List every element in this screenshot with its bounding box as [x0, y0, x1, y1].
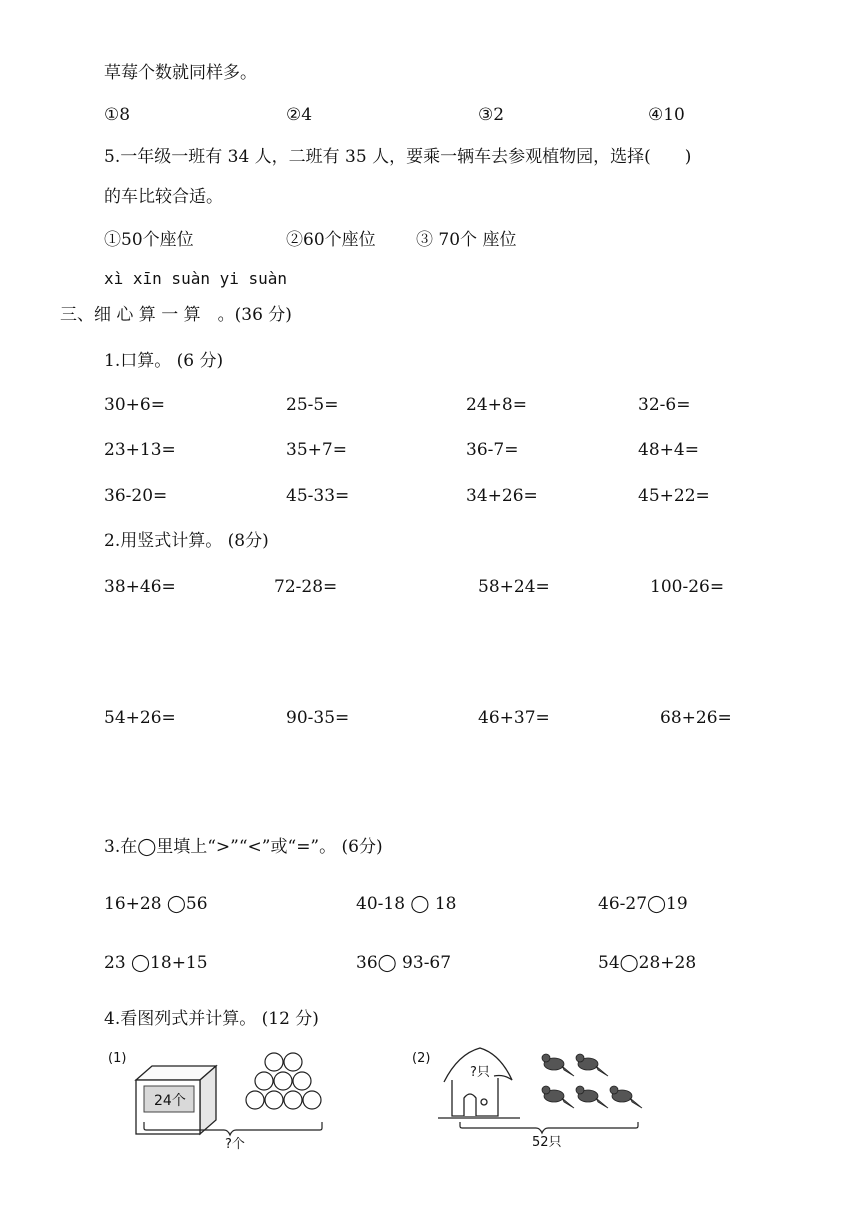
pinyin-line: xì xīn suàn yi suàn: [104, 269, 288, 288]
option-4: ④10: [648, 105, 685, 125]
compare-item: 46-27◯19: [598, 894, 688, 914]
oral-item: 45+22=: [638, 486, 710, 506]
p4-title: 4.看图列式并计算。 (12 分): [104, 1009, 319, 1029]
ball-icon: [265, 1053, 283, 1071]
fig1-label: (1): [108, 1051, 127, 1066]
figure-2-house-and-birds: [408, 1040, 668, 1152]
oral-item: 45-33=: [286, 486, 350, 506]
vertical-calc-item: 46+37=: [478, 708, 550, 728]
bird-icon: [576, 1054, 608, 1076]
oral-item: 32-6=: [638, 395, 691, 415]
compare-item: 40-18 ◯ 18: [356, 894, 457, 914]
bird-icon: [610, 1086, 642, 1108]
brace-line: [460, 1122, 638, 1133]
option-1: ①8: [104, 105, 131, 125]
vertical-calc-item: 90-35=: [286, 708, 350, 728]
option-2: ②4: [286, 105, 313, 125]
fig2-label: (2): [412, 1051, 431, 1066]
balls-group: [246, 1053, 321, 1109]
ball-icon: [246, 1091, 264, 1109]
compare-item: 36◯ 93-67: [356, 953, 452, 973]
fig1-total: ?个: [225, 1137, 245, 1152]
q5-option-2: ②60个座位: [286, 230, 376, 250]
oral-item: 23+13=: [104, 440, 176, 460]
q5-line1: 5.一年级一班有 34 人，二班有 35 人，要乘一辆车去参观植物园，选择( ): [104, 147, 692, 167]
compare-item: 16+28 ◯56: [104, 894, 208, 914]
q5-option-3: ③ 70个 座位: [416, 230, 517, 250]
p2-title: 2.用竖式计算。 (8分): [104, 531, 269, 551]
ball-icon: [255, 1072, 273, 1090]
bird-icon: [542, 1086, 574, 1108]
compare-item: 54◯28+28: [598, 953, 697, 973]
compare-item: 23 ◯18+15: [104, 953, 208, 973]
oral-item: 35+7=: [286, 440, 347, 460]
vertical-calc-item: 72-28=: [274, 577, 338, 597]
vertical-calc-item: 68+26=: [660, 708, 732, 728]
option-3: ③2: [478, 105, 505, 125]
figure-1-box-and-balls: [100, 1040, 360, 1152]
oral-item: 48+4=: [638, 440, 699, 460]
p1-title: 1.口算。 (6 分): [104, 351, 224, 371]
q5-line2: 的车比较合适。: [104, 187, 223, 207]
ball-icon: [284, 1091, 302, 1109]
ball-icon: [303, 1091, 321, 1109]
oral-item: 36-7=: [466, 440, 519, 460]
q5-option-1: ①50个座位: [104, 230, 194, 250]
oral-item: 34+26=: [466, 486, 538, 506]
ball-icon: [293, 1072, 311, 1090]
vertical-calc-item: 58+24=: [478, 577, 550, 597]
birdhouse-icon: [438, 1048, 520, 1118]
birds-group: [542, 1054, 642, 1108]
p3-title: 3.在◯里填上“>”“<”或“=”。 (6分): [104, 837, 383, 857]
vertical-calc-item: 100-26=: [650, 577, 725, 597]
top-line: 草莓个数就同样多。: [104, 63, 257, 83]
oral-item: 36-20=: [104, 486, 168, 506]
vertical-calc-item: 54+26=: [104, 708, 176, 728]
bird-icon: [542, 1054, 574, 1076]
ball-icon: [274, 1072, 292, 1090]
section3-title: 三、细 心 算 一 算 。(36 分): [60, 305, 292, 325]
ball-icon: [284, 1053, 302, 1071]
oral-item: 25-5=: [286, 395, 339, 415]
bird-icon: [576, 1086, 608, 1108]
fig2-total: 52只: [532, 1135, 562, 1150]
oral-item: 30+6=: [104, 395, 165, 415]
vertical-calc-item: 38+46=: [104, 577, 176, 597]
oral-item: 24+8=: [466, 395, 527, 415]
fig2-house-text: ?只: [470, 1065, 490, 1080]
fig1-box-text: 24个: [154, 1093, 186, 1109]
ball-icon: [265, 1091, 283, 1109]
